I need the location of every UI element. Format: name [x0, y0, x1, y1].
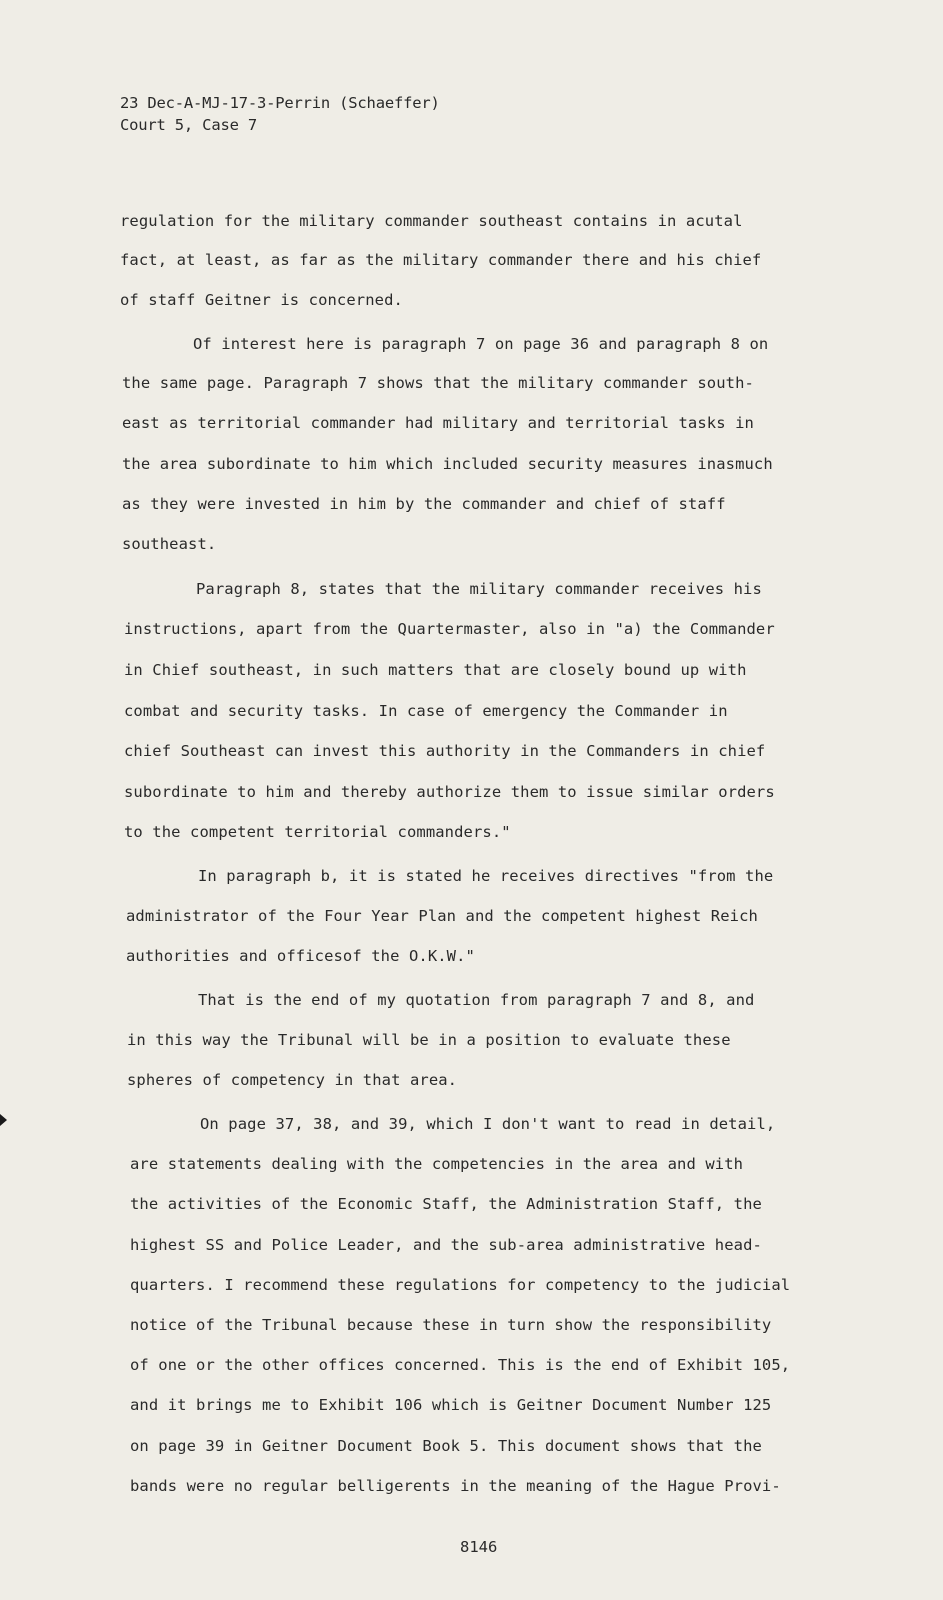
text-line: the activities of the Economic Staff, the Administration Staff, the: [130, 1195, 762, 1213]
text-line: highest SS and Police Leader, and the sub-area administrative head-: [130, 1236, 762, 1254]
text-line: on page 39 in Geitner Document Book 5. This document shows that the: [130, 1437, 762, 1455]
text-line: east as territorial commander had military and territorial tasks in: [122, 414, 754, 432]
text-line: regulation for the military commander southeast contains in acutal: [120, 212, 743, 230]
text-line: southeast.: [122, 535, 217, 553]
text-line: In paragraph b, it is stated he receives directives "from the: [198, 867, 774, 885]
text-line: fact, at least, as far as the military commander there and his chief: [120, 251, 762, 269]
text-line: of one or the other offices concerned. This is the end of Exhibit 105,: [130, 1356, 791, 1374]
text-line: of staff Geitner is concerned.: [120, 291, 403, 309]
text-line: and it brings me to Exhibit 106 which is Geitner Document Number 125: [130, 1396, 772, 1414]
text-line: notice of the Tribunal because these in turn show the responsibility: [130, 1316, 772, 1334]
header-court-case: Court 5, Case 7: [120, 116, 257, 134]
text-line: On page 37, 38, and 39, which I don't want to read in detail,: [200, 1115, 776, 1133]
text-line: Paragraph 8, states that the military commander receives his: [196, 580, 762, 598]
text-line: bands were no regular belligerents in the meaning of the Hague Provi-: [130, 1477, 781, 1495]
document-header: [120, 92, 440, 136]
text-line: chief Southeast can invest this authority in the Commanders in chief: [124, 742, 766, 760]
text-line: to the competent territorial commanders.": [124, 823, 511, 841]
text-line: authorities and officesof the O.K.W.": [126, 947, 475, 965]
text-line: That is the end of my quotation from paragraph 7 and 8, and: [198, 991, 755, 1009]
text-line: spheres of competency in that area.: [127, 1071, 458, 1089]
text-line: instructions, apart from the Quartermaster, also in "a) the Commander: [124, 620, 775, 638]
text-line: quarters. I recommend these regulations for competency to the judicial: [130, 1276, 791, 1294]
text-line: subordinate to him and thereby authorize them to issue similar orders: [124, 783, 775, 801]
header-reference: 23 Dec-A-MJ-17-3-Perrin (Schaeffer): [120, 94, 440, 112]
text-line: are statements dealing with the competencies in the area and with: [130, 1155, 744, 1173]
text-line: Of interest here is paragraph 7 on page 36 and paragraph 8 on: [193, 335, 769, 353]
text-line: combat and security tasks. In case of emergency the Commander in: [124, 702, 728, 720]
text-line: the area subordinate to him which included security measures inasmuch: [122, 455, 773, 473]
text-line: in this way the Tribunal will be in a position to evaluate these: [127, 1031, 731, 1049]
page-number: 8146: [460, 1538, 498, 1556]
text-line: the same page. Paragraph 7 shows that the military commander south-: [122, 374, 754, 392]
text-line: as they were invested in him by the commander and chief of staff: [122, 495, 726, 513]
margin-mark: [0, 1114, 7, 1126]
text-line: administrator of the Four Year Plan and the competent highest Reich: [126, 907, 758, 925]
text-line: in Chief southeast, in such matters that are closely bound up with: [124, 661, 747, 679]
